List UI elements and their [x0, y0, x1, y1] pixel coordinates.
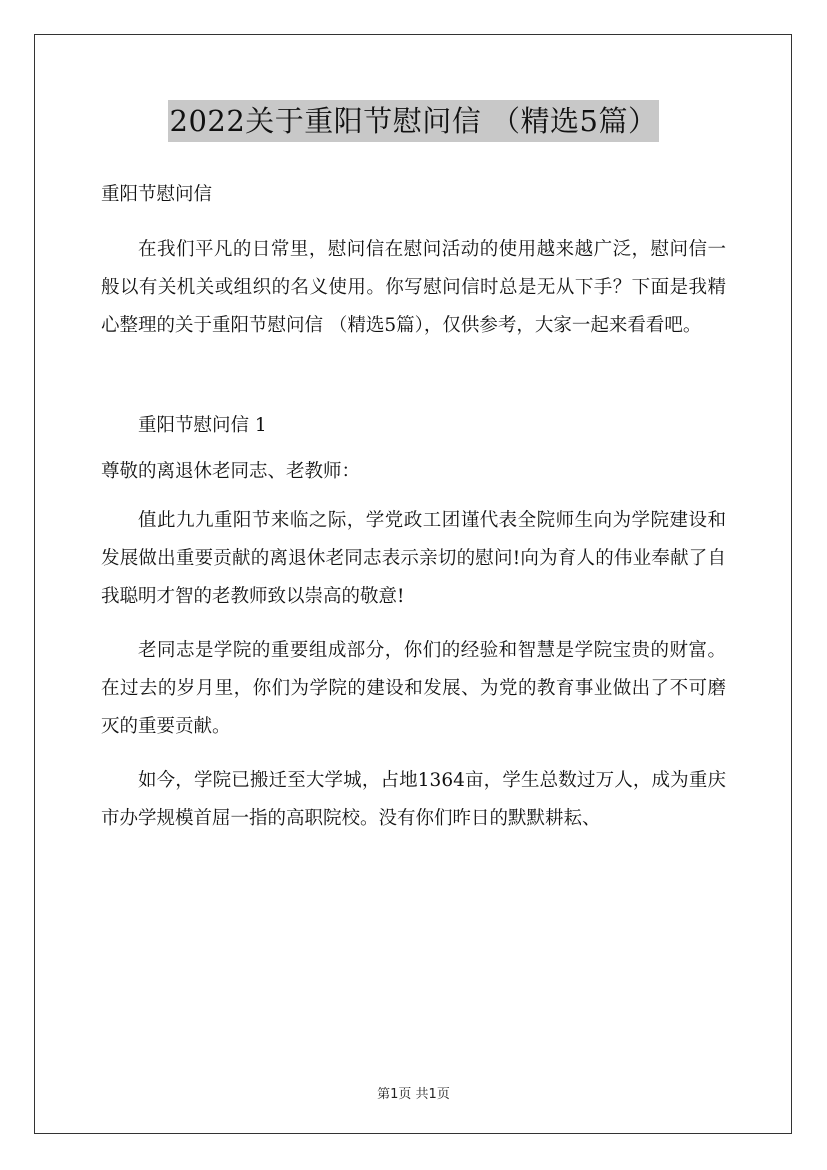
title-container [0, 100, 827, 142]
page-footer [0, 1083, 827, 1102]
body-paragraph-3: 如今，学院已搬迁至大学城，占地1364亩，学生总数过万人，成为重庆市办学规模首屈一指的高职院校。没有你们昨日的默默耕耘、 [101, 770, 726, 829]
body-paragraph-1: 值此九九重阳节来临之际，学党政工团谨代表全院师生向为学院建设和发展做出重要贡献的离退休老同志表示亲切的慰问!向为育人的伟业奉献了自我聪明才智的老教师致以崇高的敬意! [101, 510, 726, 607]
page-number: 第1页 共1页 [377, 1087, 450, 1102]
document-body [101, 176, 726, 854]
section-heading: 重阳节慰问信 [101, 184, 213, 205]
document-title: 2022关于重阳节慰问信 （精选5篇） [168, 100, 660, 142]
intro-paragraph: 在我们平凡的日常里，慰问信在慰问活动的使用越来越广泛，慰问信一般以有关机关或组织的名义使用。你写慰问信时总是无从下手？下面是我精心整理的关于重阳节慰问信 （精选5篇），仅供参考，大家一起来看看吧。 [101, 239, 726, 336]
body-paragraph-2: 老同志是学院的重要组成部分，你们的经验和智慧是学院宝贵的财富。在过去的岁月里，你们为学院的建设和发展、为党的教育事业做出了不可磨灭的重要贡献。 [101, 640, 726, 737]
salutation: 尊敬的离退休老同志、老教师： [101, 461, 361, 482]
letter-title: 重阳节慰问信 1 [138, 415, 267, 436]
